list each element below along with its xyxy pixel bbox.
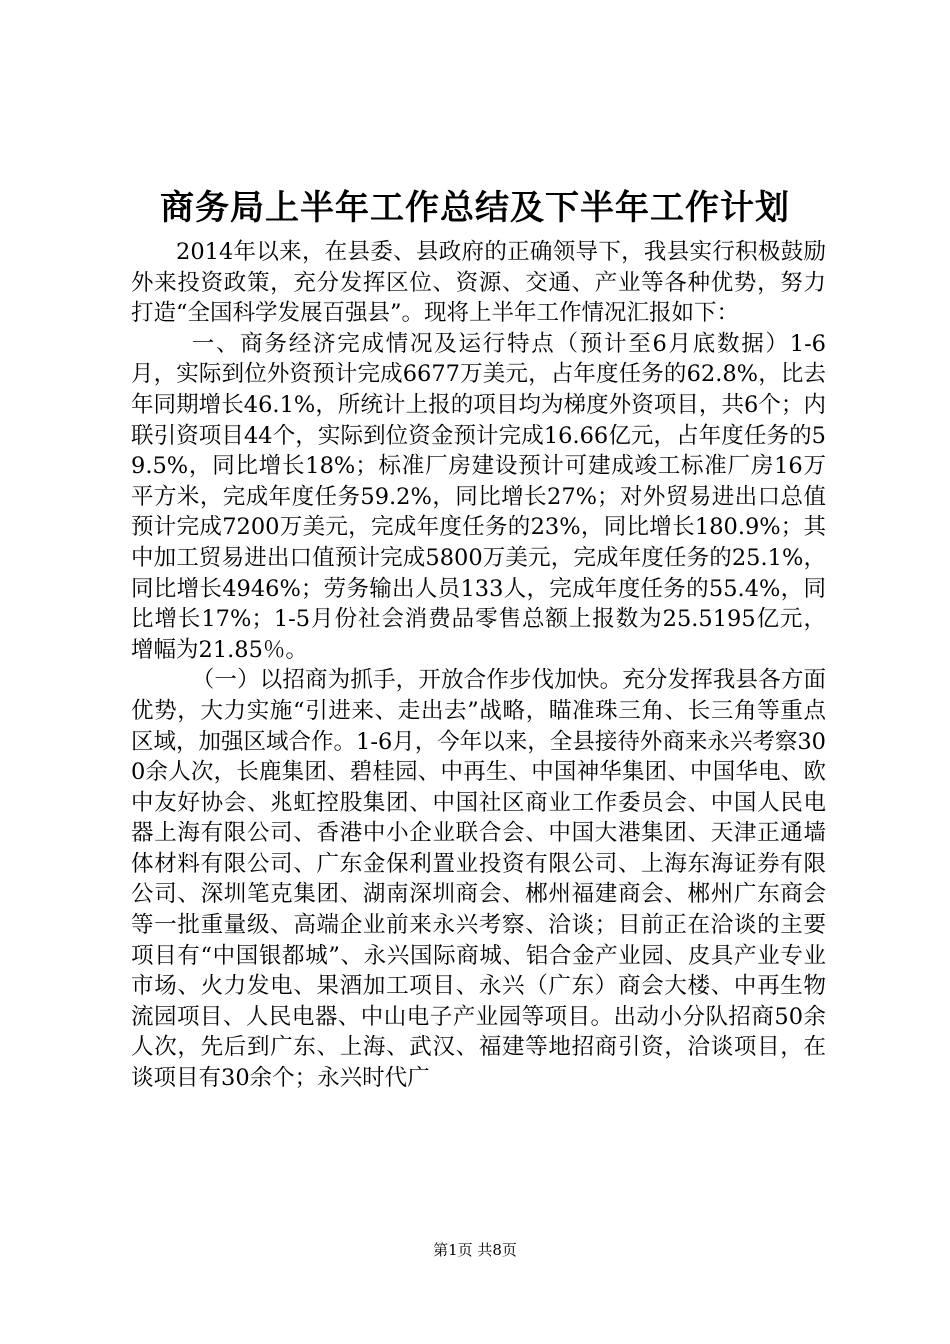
page-footer: 第1页 共8页 xyxy=(433,1241,517,1259)
paragraph-intro: 2014年以来，在县委、县政府的正确领导下，我县实行积极鼓励外来投资政策，充分发挥区位、资源、交通、产业等各种优势，努力打造“全国科学发展百强县”。现将上半年工作情况汇报如下： xyxy=(131,239,826,327)
document-body xyxy=(131,237,826,1094)
paragraph-section-one: 一、商务经济完成情况及运行特点（预计至6月底数据）1-6月，实际到位外资预计完成6677万美元，占年度任务的62.8%，比去年同期增长46.1%，所统计上报的项目均为梯度外资项目，共6个；内联引资项目44个，实际到位资金预计完成16.66亿元，占年度任务的59.5%，同比增长18%；标准厂房建设预计可建成竣工标准厂房16万平方米，完成年度任务59.2%，同比增长27%；对外贸易进出口总值预计完成7200万美元，完成年度任务的23%，同比增长180.9%；其中加工贸易进出口值预计完成5800万美元，完成年度任务的25.1%，同比增长4946%；劳务输出人员133人，完成年度任务的55.4%，同比增长17%；1-5月份社会消费品零售总额上报数为25.5195亿元，增幅为21.85％。 xyxy=(131,330,826,663)
paragraph-subsection-one: （一）以招商为抓手，开放合作步伐加快。充分发挥我县各方面优势，大力实施“引进来、走出去”战略，瞄准珠三角、长三角等重点区域，加强区域合作。1-6月，今年以来，全县接待外商来永兴考察300余人次，长鹿集团、碧桂园、中再生、中国神华集团、中国华电、欧中友好协会、兆虹控股集团、中国社区商业工作委员会、中国人民电器上海有限公司、香港中小企业联合会、中国大港集团、天津正通墙体材料有限公司、广东金保利置业投资有限公司、上海东海证券有限公司、深圳笔克集团、湖南深圳商会、郴州福建商会、郴州广东商会等一批重量级、高端企业前来永兴考察、洽谈；目前正在洽谈的主要项目有“中国银都城”、永兴国际商城、铝合金产业园、皮具产业专业市场、火力发电、果酒加工项目、永兴（广东）商会大楼、中再生物流园项目、人民电器、中山电子产业园等项目。出动小分队招商50余人次，先后到广东、上海、武汉、福建等地招商引资，洽谈项目，在谈项目有30余个；永兴时代广 xyxy=(131,667,826,1092)
document-title: 商务局上半年工作总结及下半年工作计划 xyxy=(160,188,790,228)
